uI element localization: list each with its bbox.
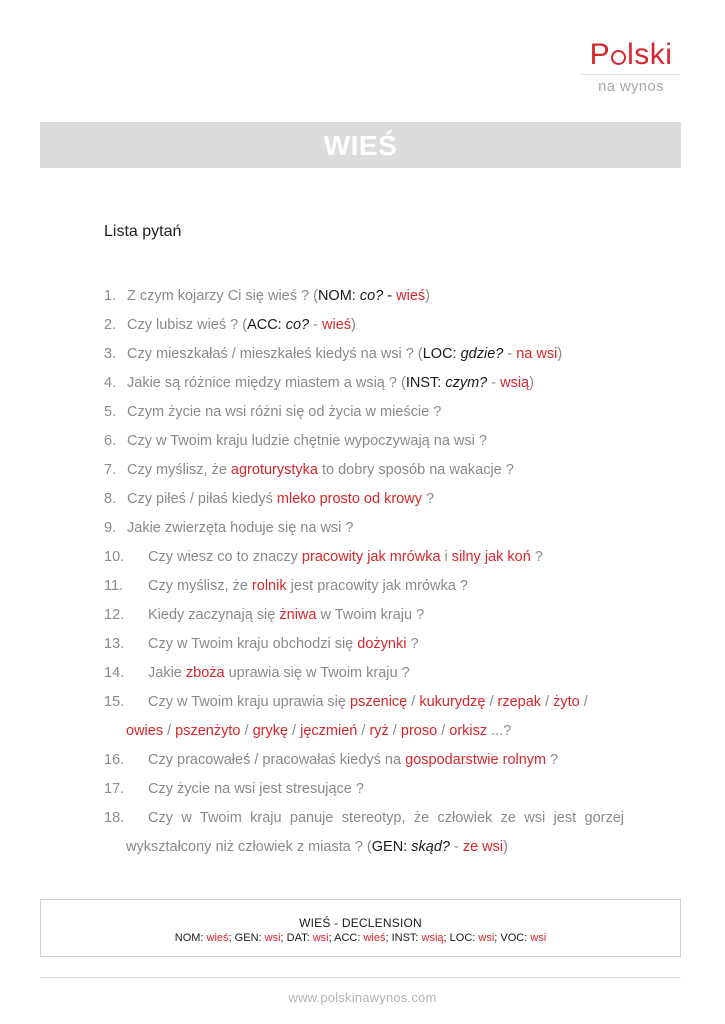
highlighted-term: pracowity jak mrówka	[301, 549, 441, 565]
text-segment: Jakie	[148, 665, 186, 681]
text-segment: )	[529, 375, 534, 391]
highlighted-term: orkisz	[449, 723, 488, 739]
text-segment: czym?	[445, 375, 488, 391]
highlighted-term: rzepak	[497, 694, 542, 710]
question-item	[104, 746, 624, 775]
question-number: 5.	[104, 404, 117, 420]
text-segment: ?	[421, 491, 435, 507]
text-segment: co?	[359, 288, 384, 304]
highlighted-term: owies	[126, 723, 164, 739]
highlighted-term: wsią	[421, 932, 444, 944]
highlighted-term: żniwa	[279, 607, 317, 623]
text-segment: Czy pracowałeś / pracowałaś kiedyś na	[148, 752, 406, 768]
text-segment: ; ACC:	[328, 932, 364, 944]
text-segment: ; LOC:	[443, 932, 479, 944]
question-number: 3.	[104, 346, 117, 362]
highlighted-term: pszenżyto	[175, 723, 241, 739]
logo-letter-prefix: P	[589, 38, 611, 71]
question-item	[104, 340, 624, 369]
highlighted-term: rolnik	[251, 578, 287, 594]
question-item	[104, 775, 624, 804]
question-number: 1.	[104, 288, 117, 304]
highlighted-term: wieś	[206, 932, 229, 944]
text-segment: ; VOC:	[494, 932, 531, 944]
logo-subtitle: na wynos	[598, 78, 664, 95]
text-segment: Czym życie na wsi różni się od życia w mieście ?	[127, 404, 442, 420]
text-segment: INST:	[405, 375, 446, 391]
question-number: 2.	[104, 317, 117, 333]
highlighted-term: agroturystyka	[230, 462, 318, 478]
question-item	[104, 601, 624, 630]
text-segment: Czy myślisz, że	[127, 462, 231, 478]
highlighted-term: wsią	[500, 375, 530, 391]
question-item	[104, 427, 624, 456]
highlighted-term: wieś	[363, 932, 386, 944]
question-item	[104, 630, 624, 659]
question-number: 16.	[104, 752, 125, 768]
question-continuation	[104, 833, 624, 862]
question-number: 12.	[104, 607, 125, 623]
question-item	[104, 572, 624, 601]
text-segment: ?	[406, 636, 419, 652]
question-number: 10.	[104, 549, 125, 565]
footer-divider	[40, 977, 681, 978]
text-segment: ?	[530, 549, 543, 565]
text-segment: Czy myślisz, że	[148, 578, 252, 594]
highlighted-term: pszenicę	[350, 694, 408, 710]
text-segment: -	[383, 288, 397, 304]
declension-title: WIEŚ - DECLENSION	[299, 916, 422, 930]
text-segment: -	[309, 317, 323, 333]
question-number: 17.	[104, 781, 125, 797]
page-title: WIEŚ	[40, 122, 681, 168]
declension-forms	[41, 931, 680, 946]
question-number: 14.	[104, 665, 125, 681]
text-segment: /	[579, 694, 588, 710]
text-segment: Czy w Twoim kraju panuje stereotyp, że człowiek ze wsi jest gorzej	[148, 810, 624, 826]
question-number: 15.	[104, 694, 125, 710]
text-segment: Czy mieszkałaś / mieszkałeś kiedyś na wsi ? (	[127, 346, 423, 362]
highlighted-term: silny jak koń	[451, 549, 531, 565]
text-segment: Kiedy zaczynają się	[148, 607, 280, 623]
text-segment: ...?	[487, 723, 512, 739]
text-segment: -	[487, 375, 501, 391]
highlighted-term: ze wsi	[462, 839, 504, 855]
text-segment: NOM:	[317, 288, 360, 304]
text-segment: /	[485, 694, 498, 710]
text-segment: /	[163, 723, 176, 739]
text-segment: Czy życie na wsi jest stresujące ?	[148, 781, 364, 797]
text-segment: /	[541, 694, 554, 710]
text-segment: ; DAT:	[280, 932, 313, 944]
highlighted-term: wsi	[530, 932, 547, 944]
section-heading: Lista pytań	[104, 223, 182, 240]
text-segment: Jakie są różnice między miastem a wsią ? (	[127, 375, 406, 391]
highlighted-term: mleko prosto od krowy	[276, 491, 422, 507]
text-segment: Z czym kojarzy Ci się wieś ? (	[127, 288, 318, 304]
text-segment: wykształcony niż człowiek z miasta ? (	[126, 839, 372, 855]
highlighted-term: wsi	[478, 932, 495, 944]
text-segment: to dobry sposób na wakacje ?	[317, 462, 514, 478]
text-segment: Czy w Twoim kraju obchodzi się	[148, 636, 358, 652]
question-number: 8.	[104, 491, 117, 507]
question-number: 7.	[104, 462, 117, 478]
highlighted-term: proso	[400, 723, 438, 739]
text-segment: Czy wiesz co to znaczy	[148, 549, 302, 565]
text-segment: Jakie zwierzęta hoduje się na wsi ?	[127, 520, 354, 536]
highlighted-term: gospodarstwie rolnym	[405, 752, 547, 768]
question-number: 9.	[104, 520, 117, 536]
logo-o-circle-icon	[611, 50, 626, 65]
text-segment: NOM:	[174, 932, 207, 944]
question-continuation	[104, 717, 624, 746]
text-segment: Czy w Twoim kraju ludzie chętnie wypoczywają na wsi ?	[127, 433, 487, 449]
question-item	[104, 485, 624, 514]
question-number: 4.	[104, 375, 117, 391]
logo-letter-suffix: lski	[627, 38, 673, 71]
highlighted-term: wsi	[312, 932, 329, 944]
highlighted-term: dożynki	[357, 636, 407, 652]
highlighted-term: grykę	[252, 723, 289, 739]
question-item	[104, 514, 624, 543]
question-item	[104, 369, 624, 398]
text-segment: w Twoim kraju ?	[316, 607, 425, 623]
question-item	[104, 804, 624, 833]
text-segment: /	[437, 723, 450, 739]
highlighted-term: wieś	[396, 288, 426, 304]
text-segment: /	[407, 694, 420, 710]
footer-url: www.polskinawynos.com	[288, 990, 437, 1005]
text-segment: uprawia się w Twoim kraju ?	[224, 665, 410, 681]
text-segment: )	[503, 839, 508, 855]
text-segment: )	[557, 346, 563, 362]
text-segment: /	[240, 723, 253, 739]
question-item	[104, 659, 624, 688]
text-segment: -	[503, 346, 517, 362]
highlighted-term: żyto	[553, 694, 580, 710]
highlighted-term: ryż	[369, 723, 389, 739]
question-item	[104, 456, 624, 485]
text-segment: ; INST:	[385, 932, 422, 944]
logo-wordmark	[581, 38, 681, 72]
text-segment: ; GEN:	[228, 932, 265, 944]
text-segment: LOC:	[422, 346, 461, 362]
text-segment: gdzie?	[460, 346, 504, 362]
question-item	[104, 688, 624, 717]
text-segment: /	[288, 723, 301, 739]
logo-divider	[581, 74, 681, 75]
declension-box	[40, 899, 681, 957]
text-segment: /	[388, 723, 401, 739]
highlighted-term: kukurydzę	[419, 694, 486, 710]
question-number: 6.	[104, 433, 117, 449]
text-segment: GEN:	[371, 839, 412, 855]
question-number: 18.	[104, 810, 125, 826]
text-segment: ?	[546, 752, 559, 768]
highlighted-term: jęczmień	[300, 723, 358, 739]
text-segment: )	[425, 288, 430, 304]
highlighted-term: wieś	[322, 317, 352, 333]
question-item	[104, 543, 624, 572]
question-item	[104, 398, 624, 427]
text-segment: jest pracowity jak mrówka ?	[286, 578, 468, 594]
brand-logo	[581, 38, 681, 96]
highlighted-term: zboża	[185, 665, 225, 681]
question-item	[104, 282, 624, 311]
question-item	[104, 311, 624, 340]
text-segment: i	[440, 549, 452, 565]
text-segment: Czy w Twoim kraju uprawia się	[148, 694, 350, 710]
question-number: 13.	[104, 636, 125, 652]
text-segment: /	[357, 723, 370, 739]
text-segment: Czy lubisz wieś ? (	[127, 317, 248, 333]
text-segment: )	[351, 317, 356, 333]
question-list	[104, 282, 624, 862]
text-segment: -	[449, 839, 463, 855]
highlighted-term: wsi	[264, 932, 281, 944]
text-segment: co?	[285, 317, 310, 333]
highlighted-term: na wsi	[516, 346, 558, 362]
text-segment: ACC:	[247, 317, 286, 333]
text-segment: Czy piłeś / piłaś kiedyś	[127, 491, 277, 507]
text-segment: skąd?	[411, 839, 450, 855]
question-number: 11.	[104, 578, 124, 594]
